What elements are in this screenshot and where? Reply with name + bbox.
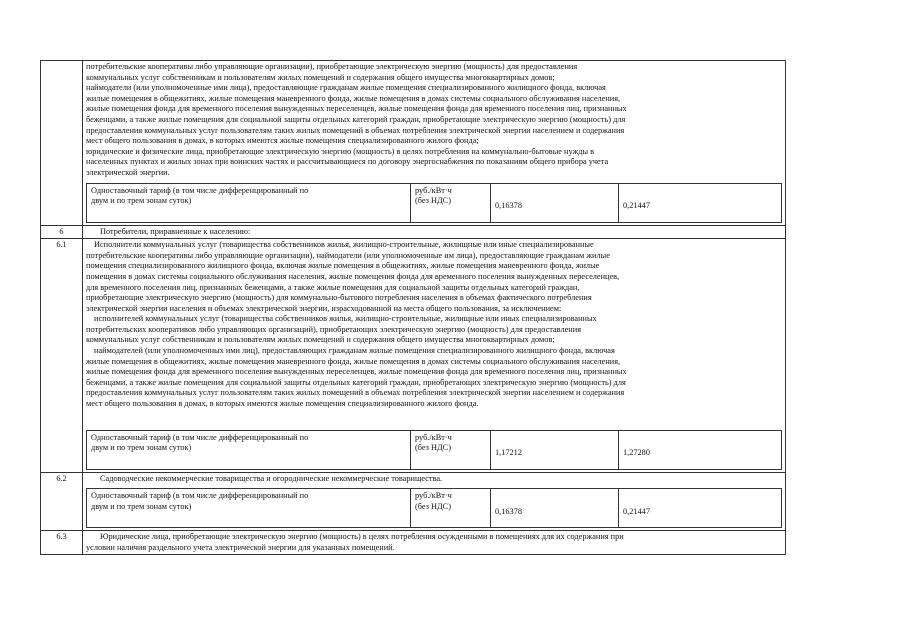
row-text-line: Юридические лица, приобретающие электрическую энергию (мощность) в целях потребления осужденными в помещениях для их содержания при — [100, 532, 624, 542]
text-line: беженцами, а также жилые помещения для социальной защиты отдельных категорий граждан, приобретающих электрическую энергию (мощность) для — [86, 377, 626, 387]
text-line: жилые помещения в общежитиях, жилые помещения маневренного фонда, жилые помещения в домах системы социального обслуживания населения, — [86, 93, 621, 103]
text-line: мест общего пользования в домах, в которых имеются жилые помещения специализированного жилого фонда; — [86, 136, 479, 146]
intro-text-block — [86, 62, 782, 179]
text-line: жилые помещения в общежитиях, жилые помещения маневренного фонда, жилые помещения в домах системы социального обслуживания населения, — [86, 356, 621, 366]
tariff-value-1: 0,16378 — [491, 489, 619, 528]
text-line: предоставления коммунальных услуг пользователям таких жилых помещений в объемах потребления электрической энергии населением и содержания — [86, 388, 625, 398]
row-text-cell — [83, 531, 786, 555]
row-title: Потребители, приравненные к населению: — [83, 225, 786, 239]
text-line: помещения в домах системы социального обслуживания населения, жилые помещения фонда для временного поселения вынужденных переселенцев, — [86, 271, 620, 281]
tariff-value-2: 1,27280 — [619, 430, 782, 469]
tariff-unit: руб./кВт·ч (без НДС) — [411, 430, 491, 469]
tariff-value-2: 0,21447 — [619, 489, 782, 528]
text-line: потребительские кооперативы либо управляющие организации), наймодатели (или уполномоченные им лица), предоставляющие гражданам жилые — [86, 250, 610, 260]
text-line: потребительские кооперативы либо управляющие организации), приобретающие электрическую энергию (мощность) для предоставления — [86, 62, 578, 71]
text-line: электрической энергии. — [86, 167, 170, 177]
text-line: населенных пунктах и жилых зонах при воинских частях и рассчитывающиеся по договору энергоснабжения по показаниям общего прибора учета — [86, 157, 609, 167]
text-line: приобретающие электрическую энергию (мощность) для коммунально-бытового потребления населения в объемах фактического потребления — [86, 293, 592, 303]
tariff-table — [40, 60, 786, 555]
table-row-continuation — [41, 61, 786, 226]
row-number: 6 — [41, 225, 83, 239]
tariff-subtable — [86, 183, 782, 223]
row-number: 6.1 — [41, 239, 83, 473]
text-line: Исполнители коммунальных услуг (товарищества собственников жилья, жилищно-строительные, жилищные или иные специализированные — [94, 240, 594, 250]
text-line: жилые помещения фонда для временного поселения вынужденных переселенцев, жилые помещения фонда для временного поселения лиц, признанных — [86, 367, 627, 377]
table-row-6-3 — [41, 531, 786, 555]
text-line: предоставления коммунальных услуг пользователям таких жилых помещений в объемах потребления электрической энергии населением и содержания — [86, 125, 625, 135]
row-number: 6.2 — [41, 472, 83, 531]
text-line: коммунальных услуг собственникам и пользователям жилых помещений и содержания общего имущества многоквартирных домов; — [86, 72, 555, 82]
tariff-unit: руб./кВт·ч (без НДС) — [411, 489, 491, 528]
table-row-6-2 — [41, 472, 786, 531]
row-text-cell — [83, 239, 786, 473]
tariff-subtable — [86, 430, 782, 470]
text-line: для временного поселения лиц, признанных беженцами, а также жилые помещения для социальной защиты отдельных категорий граждан, — [86, 282, 580, 292]
text-line: коммунальных услуг собственникам и пользователям жилых помещений и содержания общего имущества многоквартирных домов; — [86, 335, 555, 345]
row-title: Садоводческие некоммерческие товарищества и огороднические некоммерческие товарищества. — [100, 473, 443, 483]
tariff-label: Одноставочный тариф (в том числе дифференцированный по двум и по трем зонам суток) — [87, 183, 411, 222]
table-row-6-1 — [41, 239, 786, 473]
tariff-label: Одноставочный тариф (в том числе дифференцированный по двум и по трем зонам суток) — [87, 489, 411, 528]
row-number: 6.3 — [41, 531, 83, 555]
text-line: юридические и физические лица, приобретающие электрическую энергию (мощность) в целях потребления на коммунально-бытовые нужды в — [86, 146, 595, 156]
text-line: потребительских кооперативов либо управляющих организаций), приобретающих электрическую энергию (мощность) для предоставления — [86, 324, 582, 334]
tariff-value-1: 1,17212 — [491, 430, 619, 469]
row-text-cell — [83, 472, 786, 531]
text-line: наймодателей (или уполномоченных ими лиц), предоставляющих гражданам жилые помещения специализированного жилищного фонда, включая — [94, 346, 615, 356]
row-text-cell — [83, 61, 786, 226]
text-line: беженцами, а также жилые помещения для социальной защиты отдельных категорий граждан, приобретающие электрическую энергию (мощность) для — [86, 114, 626, 124]
tariff-value-2: 0,21447 — [619, 183, 782, 222]
row-number-cell — [41, 61, 83, 226]
text-line: помещения специализированного жилищного фонда, включая жилые помещения в общежитиях, жилые помещения маневренного фонда, жилые — [86, 261, 600, 271]
text-line: исполнителей коммунальных услуг (товарищества собственников жилья, жилищно-строительные, жилищные или иных специализированных — [94, 314, 597, 324]
text-line: мест общего пользования в домах, в которых имеются жилые помещения специализированного жилого фонда. — [86, 399, 479, 409]
row-text-line: условии наличия раздельного учета электрической энергии для указанных помещений. — [86, 542, 395, 552]
tariff-unit: руб./кВт·ч (без НДС) — [411, 183, 491, 222]
tariff-document-page — [40, 60, 785, 555]
tariff-value-1: 0,16378 — [491, 183, 619, 222]
row-6-1-text-block — [86, 240, 782, 410]
tariff-subtable — [86, 488, 782, 528]
text-line: жилые помещения фонда для временного поселения вынужденных переселенцев, жилые помещения фонда для временного поселения лиц, признанных — [86, 104, 627, 114]
text-line: наймодатели (или уполномоченные ими лица), предоставляющие гражданам жилые помещения специализированного жилищного фонда, включая — [86, 83, 606, 93]
text-line: электрической энергии населения и объемах электрической энергии, израсходованной на места общего пользования, за исключением: — [86, 303, 562, 313]
table-row-6 — [41, 225, 786, 239]
tariff-label: Одноставочный тариф (в том числе дифференцированный по двум и по трем зонам суток) — [87, 430, 411, 469]
